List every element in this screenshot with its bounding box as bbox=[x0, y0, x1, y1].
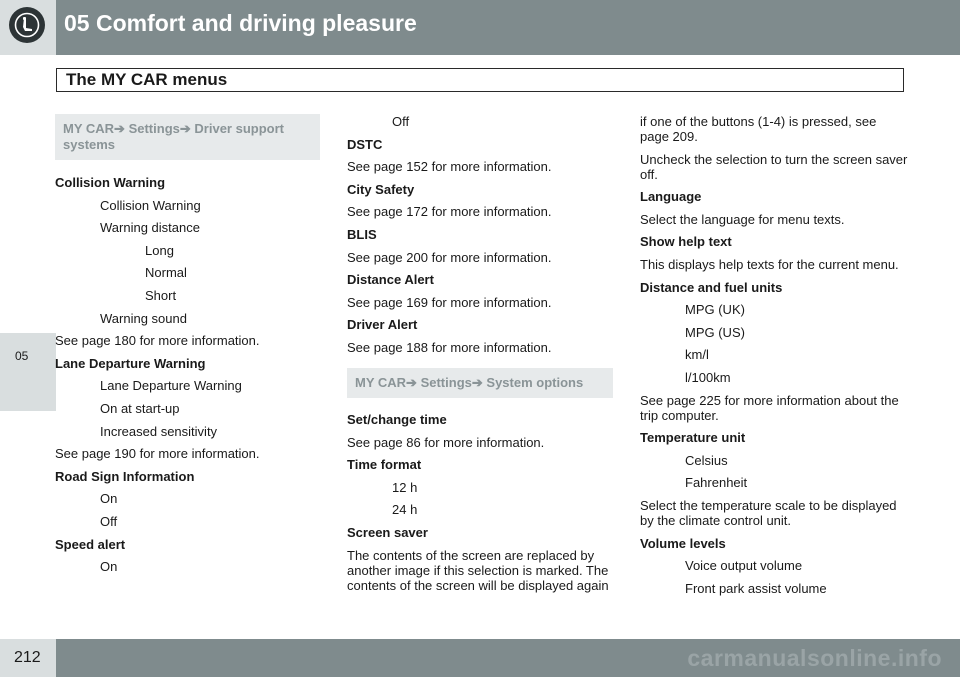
option-heading: Temperature unit bbox=[640, 430, 746, 446]
page-reference: See page 200 for more information. bbox=[347, 249, 552, 265]
option-heading: Show help text bbox=[640, 234, 732, 250]
page-reference: See page 188 for more information. bbox=[347, 339, 552, 355]
page-reference: See page 180 for more information. bbox=[55, 333, 260, 349]
header-bar bbox=[0, 0, 960, 55]
page-reference: See page 169 for more information. bbox=[347, 294, 552, 310]
option-heading: Road Sign Information bbox=[55, 468, 195, 484]
page-reference: See page 225 for more information about the trip computer. bbox=[640, 392, 899, 423]
option-heading: Collision Warning bbox=[55, 175, 166, 190]
option-item: Lane Departure Warning bbox=[100, 378, 242, 394]
menu-path-part: Settings bbox=[128, 121, 180, 136]
arrow-right-icon: ➔ bbox=[179, 121, 191, 136]
option-item: Warning sound bbox=[100, 310, 187, 326]
body-text: The contents of the screen are replaced by another image if this selection is marked. The contents of the screen will be displayed again bbox=[347, 547, 609, 593]
body-text: if one of the buttons (1-4) is pressed, see page 209. bbox=[640, 114, 877, 144]
body-text: Select the temperature scale to be displayed by the climate control unit. bbox=[640, 497, 897, 528]
option-item: On bbox=[100, 559, 118, 575]
car-seat-icon bbox=[9, 7, 45, 43]
option-heading: BLIS bbox=[347, 226, 377, 242]
column-1 bbox=[55, 114, 320, 582]
option-heading: DSTC bbox=[347, 136, 383, 152]
option-item: MPG (US) bbox=[685, 324, 745, 340]
option-subitem: Short bbox=[145, 287, 177, 303]
chapter-side-tab bbox=[0, 333, 56, 411]
option-item: 12 h bbox=[392, 479, 418, 495]
option-item: Voice output volume bbox=[685, 558, 803, 574]
body-text: Select the language for menu texts. bbox=[640, 211, 845, 227]
arrow-right-icon: ➔ bbox=[114, 121, 125, 136]
arrow-right-icon: ➔ bbox=[406, 374, 417, 390]
option-heading: Screen saver bbox=[347, 524, 428, 540]
option-heading: Distance Alert bbox=[347, 272, 434, 288]
option-item: Increased sensitivity bbox=[100, 423, 218, 439]
option-item: MPG (UK) bbox=[685, 302, 745, 318]
page-reference: See page 190 for more information. bbox=[55, 446, 260, 462]
option-item: Off bbox=[100, 513, 118, 529]
chapter-title: 05 Comfort and driving pleasure bbox=[64, 10, 417, 36]
option-item: Fahrenheit bbox=[685, 475, 748, 491]
watermark: carmanualsonline.info bbox=[687, 645, 942, 671]
option-heading: Lane Departure Warning bbox=[55, 355, 206, 371]
section-title-box bbox=[56, 68, 904, 92]
option-heading: Time format bbox=[347, 457, 422, 473]
menu-path-part: Driver support systems bbox=[63, 121, 284, 152]
menu-path-part: System options bbox=[486, 374, 584, 390]
option-item: Collision Warning bbox=[100, 197, 201, 213]
option-item: Celsius bbox=[685, 452, 728, 468]
arrow-right-icon: ➔ bbox=[471, 374, 483, 390]
chapter-icon-box bbox=[0, 0, 56, 55]
option-item: On at start-up bbox=[100, 400, 180, 416]
page-reference: See page 86 for more information. bbox=[347, 434, 545, 450]
body-text: This displays help texts for the current menu. bbox=[640, 256, 899, 272]
menu-path-part: Settings bbox=[420, 374, 472, 390]
option-item: On bbox=[100, 491, 118, 507]
menu-path-system-options bbox=[347, 368, 613, 398]
option-heading: Language bbox=[640, 189, 702, 205]
section-title: The MY CAR menus bbox=[66, 70, 228, 89]
option-heading: Speed alert bbox=[55, 536, 126, 552]
option-item: km/l bbox=[685, 347, 709, 363]
option-item: Warning distance bbox=[100, 220, 200, 236]
option-item: 24 h bbox=[392, 502, 418, 518]
footer-bar bbox=[0, 639, 960, 677]
option-item: l/100km bbox=[685, 369, 731, 385]
menu-path-part: MY CAR bbox=[63, 121, 115, 136]
column-3 bbox=[640, 114, 908, 603]
option-heading: Driver Alert bbox=[347, 317, 418, 333]
menu-path-driver-support bbox=[55, 114, 320, 160]
page-reference: See page 172 for more information. bbox=[347, 204, 552, 220]
page-number: 212 bbox=[14, 649, 41, 666]
side-tab-label: 05 bbox=[15, 349, 29, 363]
page-number-box bbox=[0, 639, 56, 677]
option-heading: Distance and fuel units bbox=[640, 279, 783, 295]
option-item: Off bbox=[392, 114, 410, 129]
option-subitem: Normal bbox=[145, 265, 187, 281]
option-heading: Set/change time bbox=[347, 411, 447, 427]
column-2 bbox=[347, 114, 613, 600]
menu-path-part: MY CAR bbox=[355, 374, 407, 390]
option-heading: Volume levels bbox=[640, 535, 726, 551]
body-text: Uncheck the selection to turn the screen saver off. bbox=[640, 151, 908, 182]
page-reference: See page 152 for more information. bbox=[347, 159, 552, 175]
option-heading: City Safety bbox=[347, 181, 415, 197]
option-subitem: Long bbox=[145, 242, 174, 258]
option-item: Front park assist volume bbox=[685, 580, 827, 596]
